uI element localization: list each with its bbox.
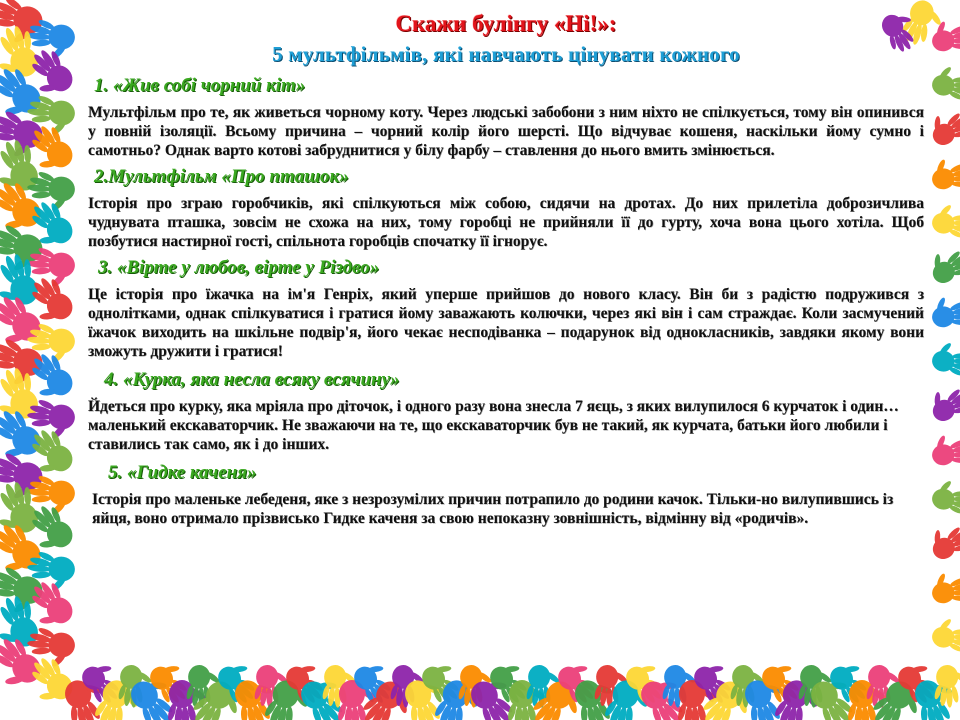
section-3-text: Це історія про їжачка на ім'я Генріх, який уперше прийшов до нового класу. Він би з радістю подружився з однолітками, однак спілкуватися і гратися йому заважають колючки, через які він і сам страждає. Коли засмучений їжачок виходить на шкільне подвір'я, його чекає несподіванка – подарунок від однокласників, завдяки якому вони зможуть дружити і гратися! [88,286,924,360]
hand-print-icon [929,154,960,193]
hand-print-icon [930,63,960,102]
section-5-text: Історія про маленьке лебеденя, яке з незрозумілих причин потрапило до родини качок. Тільки-но вилупившись із яйця, воно отримало прізвисько Гидке каченя за свою непоказну зовнішність, відмінну від «родичів». [92,491,894,527]
section-2-text: Історія про зграю горобчиків, які спілкуються між собою, сидячи на дротах. До них прилетіла доброзичлива чуднувата пташка, зовсім не схожа на них, тому горобці не прийняли її до гурту, хоча вона цього хотіла. Щоб позбутися настирної гості, спільнота горобців спочатку її ігнорує. [88,195,924,250]
section-1-heading: 1. «Жив собі чорний кіт» [94,75,306,96]
hand-print-icon [930,477,960,516]
section-4-text: Йдеться про курку, яка мріяла про діточок, і одного разу вона знесла 7 яєць, з яких вилупилося 6 курчаток і один… маленький екскаваторчик. Не зважаючи на те, що екскаваторчик був не такий, як курчата, батьки його любили і ставились так само, як і до інших. [88,398,899,453]
hand-print-icon [929,16,960,55]
section-4-heading: 4. «Курка, яка несла всяку всячину» [104,369,400,390]
hand-print-icon [924,516,960,564]
hand-print-icon [930,339,960,378]
slide-title: Скажи булінгу «Ні!»: [395,11,617,36]
hand-print-icon [924,102,960,150]
hand-print-icon [929,430,960,469]
slide-content [88,10,924,528]
slide-subtitle: 5 мультфільмів, які навчають цінувати кожного [272,42,740,66]
hand-print-icon [930,201,960,240]
section-2-heading: 2.Мультфільм «Про пташок» [94,166,349,187]
section-1-text: Мультфільм про те, як живеться чорному коту. Через людські забобони з ним ніхто не спілкується, тому він опинився у повній ізоляції. Всьому причина – чорний колір його шерсті. Що відчуває кошеня, наскільки йому сумно і самотньо? Однак варто котові забруднитися у білу фарбу – ставлення до нього вмить змінюється. [88,104,924,159]
hand-print-icon [930,615,960,654]
hand-print-icon [929,292,960,331]
hand-print-icon [924,240,960,288]
hand-print-icon [924,378,960,426]
section-3-heading: 3. «Вірте у любов, вірте у Різдво» [98,257,380,278]
hand-print-icon [929,568,960,607]
section-5-heading: 5. «Гидке каченя» [108,462,257,483]
